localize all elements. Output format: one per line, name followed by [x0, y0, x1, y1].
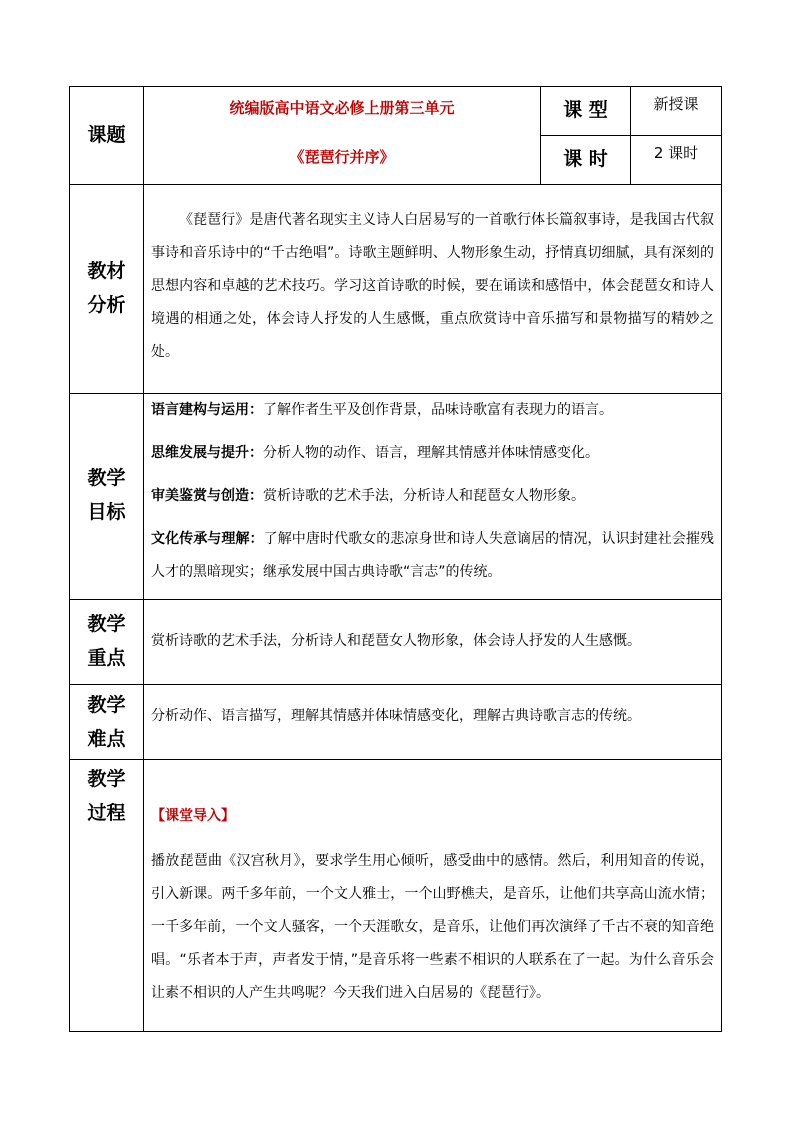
row-separator-3	[69, 599, 722, 600]
goal-key: 语言建构与运用	[151, 402, 249, 418]
difficulties-text: 分析动作、语言描写，理解其情感并体味情感变化，理解古典诗歌言志的传统。	[151, 708, 641, 724]
lesson-type-value: 新授课	[653, 95, 699, 113]
lesson-hours-label: 课 时	[563, 148, 608, 170]
row-separator-4	[69, 684, 722, 685]
goal-item: 文化传承与理解：了解中唐时代歌女的悲凉身世和诗人失意谪居的情况，认识封建社会摧残人才的黑暗现实；继承发展中国古典诗歌“言志”的传统。	[151, 531, 715, 580]
analysis-label: 教材 分析	[87, 260, 126, 316]
process-subtitle: 【课堂导入】	[151, 808, 235, 824]
table-border-left	[69, 86, 70, 1032]
goals-label: 教学 目标	[87, 467, 126, 523]
goals-list	[151, 394, 714, 589]
key-points-text: 赏析诗歌的艺术手法，分析诗人和琵琶女人物形象，体会诗人抒发的人生感慨。	[151, 633, 641, 649]
key-points-label: 教学 重点	[87, 613, 126, 669]
process-text: 播放琵琶曲《汉宫秋月》，要求学生用心倾听，感受曲中的感情。然后，利用知音的传说，引入新课。两千多年前，一个文人雅士，一个山野樵夫，是音乐，让他们共享高山流水情；一千多年前，一个文人骚客，一个天涯歌女，是音乐，让他们再次演绎了千古不衰的知音绝唱。“乐者本于声，声者发于情，”是音乐将一些素不相识的人联系在了一起。为什么音乐会让素不相识的人产生共鸣呢？今天我们进入白居易的《琵琶行》。	[151, 853, 714, 1001]
table-border-right	[721, 86, 722, 1032]
process-label: 教学 过程	[87, 768, 126, 824]
goal-key: 文化传承与理解	[151, 531, 250, 547]
row-separator-1	[69, 184, 722, 185]
goal-item: 语言建构与运用：了解作者生平及创作背景，品味诗歌富有表现力的语言。	[151, 402, 613, 418]
goal-key: 思维发展与提升	[151, 445, 249, 461]
analysis-text: 《琵琶行》是唐代著名现实主义诗人白居易写的一首歌行体长篇叙事诗，是我国古代叙事诗和音乐诗中的“千古绝唱”。诗歌主题鲜明、人物形象生动，抒情真切细腻，具有深刻的思想内容和卓越的艺术技巧。学习这首诗歌的时候，要在诵读和感悟中，体会琵琶女和诗人境遇的相通之处，体会诗人抒发的人生感慨，重点欣赏诗中音乐描写和景物描写的精妙之处。	[151, 212, 714, 360]
goal-text: 了解中唐时代歌女的悲凉身世和诗人失意谪居的情况，认识封建社会摧残人才的黑暗现实；继承发展中国古典诗歌“言志”的传统。	[151, 531, 715, 580]
lesson-hours-value: 2 课时	[653, 144, 699, 162]
goal-item: 思维发展与提升：分析人物的动作、语言，理解其情感并体味情感变化。	[151, 445, 599, 461]
goal-item: 审美鉴赏与创造：赏析诗歌的艺术手法，分析诗人和琵琶女人物形象。	[151, 488, 585, 504]
difficulties-label: 教学 难点	[87, 694, 126, 750]
table-border-bottom	[69, 1031, 722, 1032]
column-divider	[143, 86, 144, 1032]
goal-text: 分析人物的动作、语言，理解其情感并体味情感变化。	[263, 445, 599, 461]
lesson-title-line2: 《琵琶行并序》	[289, 148, 395, 166]
header-mid-line	[540, 135, 722, 136]
goal-text: 赏析诗歌的艺术手法，分析诗人和琵琶女人物形象。	[263, 488, 585, 504]
lesson-type-label: 课 型	[563, 99, 608, 121]
table-border-top	[69, 86, 722, 87]
goal-key: 审美鉴赏与创造	[151, 488, 249, 504]
goal-text: 了解作者生平及创作背景，品味诗歌富有表现力的语言。	[263, 402, 613, 418]
lesson-title-line1: 统编版高中语文必修上册第三单元	[229, 99, 455, 117]
row-separator-5	[69, 759, 722, 760]
topic-label: 课题	[87, 124, 126, 146]
